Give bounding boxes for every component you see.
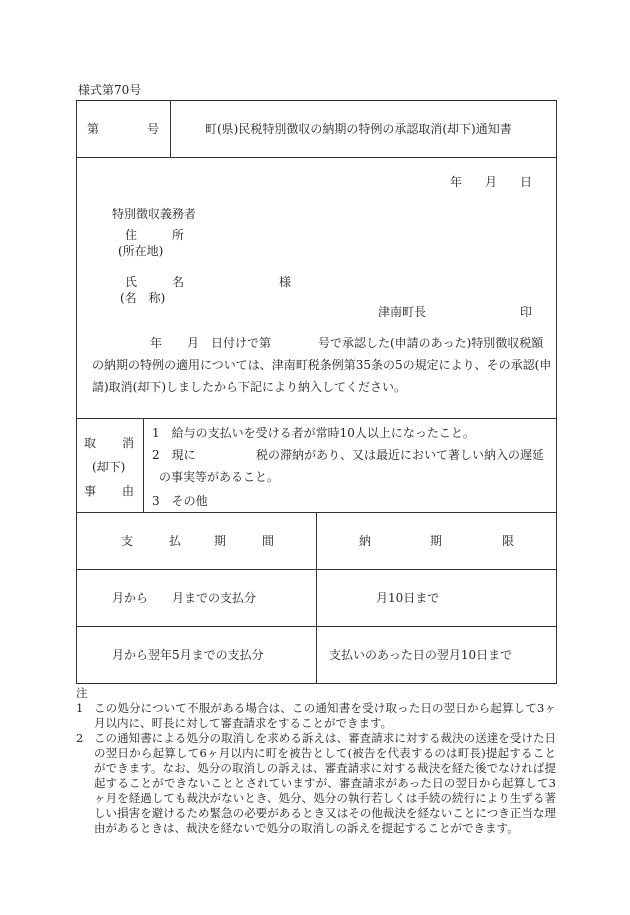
recipient-label: 特別徴収義務者: [112, 207, 197, 221]
address-label-sho: 所: [172, 228, 185, 242]
divider-reasons-vertical: [143, 418, 144, 512]
number-suffix: 号: [147, 122, 160, 136]
schedule-row2-deadline: 支払いのあった日の翌月10日まで: [329, 648, 513, 662]
schedule-row1-deadline: 月10日まで: [376, 591, 440, 605]
para-month: 月: [187, 336, 200, 350]
reason-label-tori: 取: [84, 436, 97, 450]
reason-label-kesu: 消: [122, 436, 135, 450]
note-text: この処分について不服がある場合は、この通知書を受け取った日の翌日から起算して3ヶ月以内に、町長に対して審査請求をすることができます。: [94, 701, 556, 730]
reason-label-kyakka: (却下): [92, 460, 126, 474]
seal-mark: 印: [520, 305, 533, 319]
reason-item-2-cont: の事実等があること。: [159, 470, 280, 484]
schedule-row2-period: 月から翌年5月までの支払分: [112, 648, 264, 662]
para-dated: 日付けで第: [211, 336, 272, 350]
issuer-name: 津南町長: [378, 305, 427, 319]
schedule-row1-from: 月から: [112, 591, 149, 605]
divider-schedule-vertical: [316, 512, 317, 684]
notes-heading: 注: [76, 686, 88, 700]
date-year-label: 年: [450, 175, 463, 189]
schedule-col2-header-2: 期: [430, 534, 443, 548]
schedule-col1-header-2: 払: [169, 534, 182, 548]
reason-item-2-prefix: 2 現に: [152, 448, 196, 462]
para-line2: の納期の特例の適用については、津南町税条例第35条の5の規定により、その承認(申: [92, 358, 552, 372]
name-label-mei: 名: [172, 275, 185, 289]
name-alt-label: (名 称): [120, 291, 166, 305]
schedule-col1-header-3: 期: [214, 534, 227, 548]
divider-body: [76, 418, 557, 419]
note-item-1: [76, 701, 556, 731]
note-number: 1: [76, 701, 84, 715]
address-label-ju: 住: [125, 228, 138, 242]
para-line1-rest: 号で承認した(申請のあった)特別徴収税額: [318, 336, 544, 350]
para-line3: 請)取消(却下)しましたから下記により納入してください。: [92, 380, 407, 394]
address-alt-label: (所在地): [118, 244, 164, 258]
divider-header-vertical: [170, 100, 171, 157]
reason-item-2-rest: 税の滞納があり、又は最近において著しい納入の遅延: [256, 448, 545, 462]
note-number: 2: [76, 731, 84, 745]
name-label-shi: 氏: [125, 275, 138, 289]
date-day-label: 日: [520, 175, 533, 189]
reason-item-3: 3 その他: [152, 494, 208, 508]
schedule-col1-header-1: 支: [121, 534, 134, 548]
note-text: この通知書による処分の取消しを求める訴えは、審査請求に対する裁決の送達を受けた日の翌日から起算して6ヶ月以内に町を被告として(被告を代表するのは町長)提起することができます。なお、処分の取消しの訴えは、審査請求に対する裁決を経た後でなければ提起することができないこととされていますが、審査請求があった日の翌日から起算して3ヶ月を経過しても裁決がないとき、処分、処分の執行若しくは手続の続行により生ずる著しい損害を避けるため緊急の必要があるとき又はその他裁決を経ないことにつき正当な理由があるときは、裁決を経ないで処分の取消しの訴えを提起することができます。: [94, 731, 556, 835]
schedule-col2-header-1: 納: [359, 534, 372, 548]
number-prefix: 第: [87, 122, 100, 136]
reason-item-1: 1 給与の支払いを受ける者が常時10人以上になったこと。: [152, 426, 475, 440]
reason-label-yu: 由: [122, 484, 135, 498]
schedule-col1-header-4: 間: [262, 534, 275, 548]
form-number-label: 様式第70号: [78, 83, 142, 97]
divider-header: [76, 157, 557, 158]
honorific-sama: 様: [279, 275, 292, 289]
document-title: 町(県)民税特別徴収の納期の特例の承認取消(却下)通知書: [205, 122, 512, 136]
notes-section: [76, 686, 556, 836]
date-month-label: 月: [485, 175, 498, 189]
reason-label-ji: 事: [84, 484, 97, 498]
schedule-row1-to: 月までの支払分: [172, 591, 257, 605]
schedule-col2-header-3: 限: [502, 534, 515, 548]
note-item-2: [76, 731, 556, 836]
para-year: 年: [150, 336, 163, 350]
